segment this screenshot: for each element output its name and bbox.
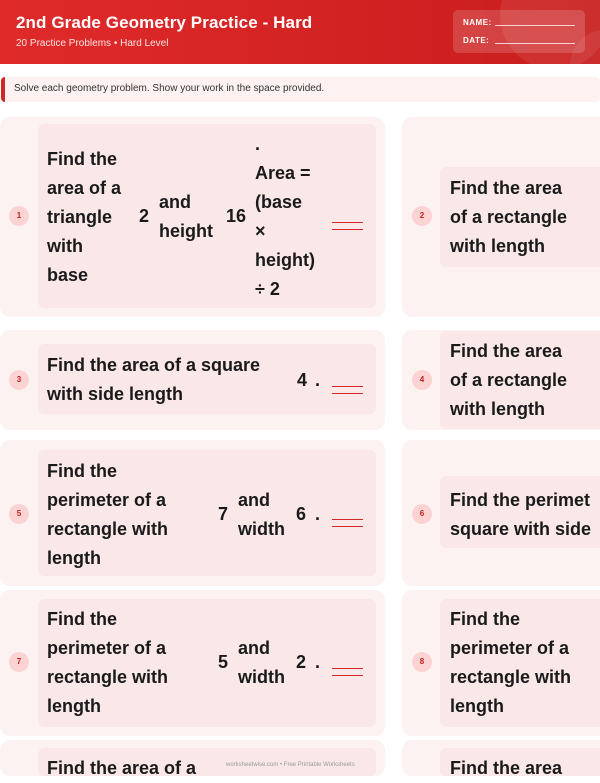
- problem-number: 8: [412, 652, 432, 672]
- problem-value: 2: [139, 206, 150, 226]
- problem-number: 2: [412, 206, 432, 226]
- problem-value: 6: [296, 504, 307, 524]
- problem-number: 1: [9, 206, 29, 226]
- problem-text: and width: [238, 490, 285, 539]
- date-label: DATE:: [463, 36, 490, 45]
- answer-underline: [332, 229, 363, 230]
- problem-text: Find the perimet square with side: [450, 490, 592, 539]
- name-field[interactable]: [495, 25, 575, 26]
- problem-text: Find the area of a square with side length: [47, 355, 261, 404]
- problem-text: Find the area of a: [47, 758, 197, 778]
- name-label: NAME:: [463, 18, 492, 27]
- date-field[interactable]: [495, 43, 575, 44]
- problem-number: 4: [412, 370, 432, 390]
- problem-value: 5: [218, 652, 229, 672]
- answer-underline: [332, 393, 363, 394]
- instructions-banner: [1, 77, 600, 102]
- problem-number: 5: [9, 504, 29, 524]
- answer-line[interactable]: [332, 668, 363, 669]
- answer-line[interactable]: [332, 222, 363, 223]
- problem-text: Find the area of a rectangle with length: [450, 341, 568, 419]
- problem-value: 2: [296, 652, 307, 672]
- footer-credit: worksheetwise.com • Free Printable Worksheets: [226, 762, 355, 768]
- problem-text: Find the area of a rectangle with length: [450, 178, 568, 256]
- worksheet-title: 2nd Grade Geometry Practice - Hard: [16, 13, 313, 32]
- problem-number: 3: [9, 370, 29, 390]
- problem-text: and height: [159, 192, 213, 241]
- worksheet-subtitle: 20 Practice Problems • Hard Level: [16, 38, 169, 49]
- problem-number: 6: [412, 504, 432, 524]
- problem-value: 7: [218, 504, 229, 524]
- problem-text: and width: [238, 638, 285, 687]
- problem-text: Find the perimeter of a rectangle with length: [47, 461, 169, 568]
- problem-period: .: [315, 652, 321, 672]
- problem-period: .: [315, 504, 321, 524]
- worksheet-header: [0, 0, 600, 64]
- problem-value: 4: [297, 370, 308, 390]
- answer-underline: [332, 675, 363, 676]
- answer-line[interactable]: [332, 386, 363, 387]
- answer-line[interactable]: [332, 519, 363, 520]
- problem-text: . Area = (base × height) ÷ 2: [255, 134, 315, 299]
- problem-number: 7: [9, 652, 29, 672]
- name-date-box: [453, 10, 585, 53]
- answer-underline: [332, 526, 363, 527]
- problem-text: Find the area: [450, 758, 563, 778]
- problem-text: Find the perimeter of a rectangle with length: [450, 609, 572, 716]
- problem-text: Find the perimeter of a rectangle with length: [47, 609, 169, 716]
- instructions-text: Solve each geometry problem. Show your work in the space provided.: [14, 83, 325, 94]
- problem-value: 16: [226, 206, 247, 226]
- problem-period: .: [315, 370, 321, 390]
- problem-text: Find the area of a triangle with base: [47, 149, 122, 285]
